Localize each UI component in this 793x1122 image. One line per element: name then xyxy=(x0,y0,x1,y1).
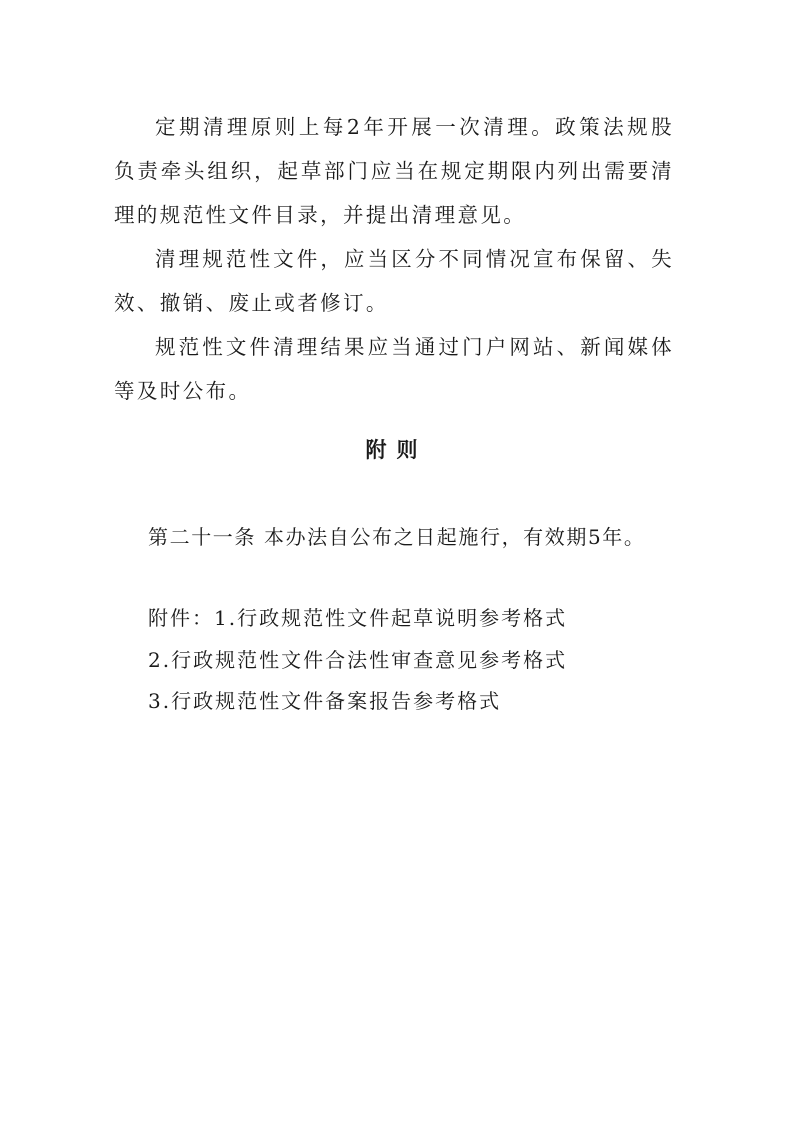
paragraph-cleanup-publication: 规范性文件清理结果应当通过门户网站、新闻媒体等及时公布。 xyxy=(114,335,674,403)
attachments-label: 附件： xyxy=(148,606,214,630)
section-heading: 附则 xyxy=(365,438,428,462)
attachment-item-3: 3.行政规范性文件备案报告参考格式 xyxy=(148,689,502,713)
article-number: 第二十一条 xyxy=(148,525,256,549)
attachment-item-1-text: 1.行政规范性文件起草说明参考格式 xyxy=(214,606,568,630)
attachment-item-2: 2.行政规范性文件合法性审查意见参考格式 xyxy=(148,648,568,672)
attachment-item-1 xyxy=(148,603,567,633)
article-21 xyxy=(148,522,646,552)
paragraph-cleanup-handling: 清理规范性文件，应当区分不同情况宣布保留、失效、撤销、废止或者修订。 xyxy=(114,247,674,315)
article-text: 本办法自公布之日起施行，有效期5年。 xyxy=(263,525,646,549)
paragraph-periodic-cleanup: 定期清理原则上每2年开展一次清理。政策法规股负责牵头组织，起草部门应当在规定期限内列出需要清理的规范性文件目录，并提出清理意见。 xyxy=(114,115,674,227)
